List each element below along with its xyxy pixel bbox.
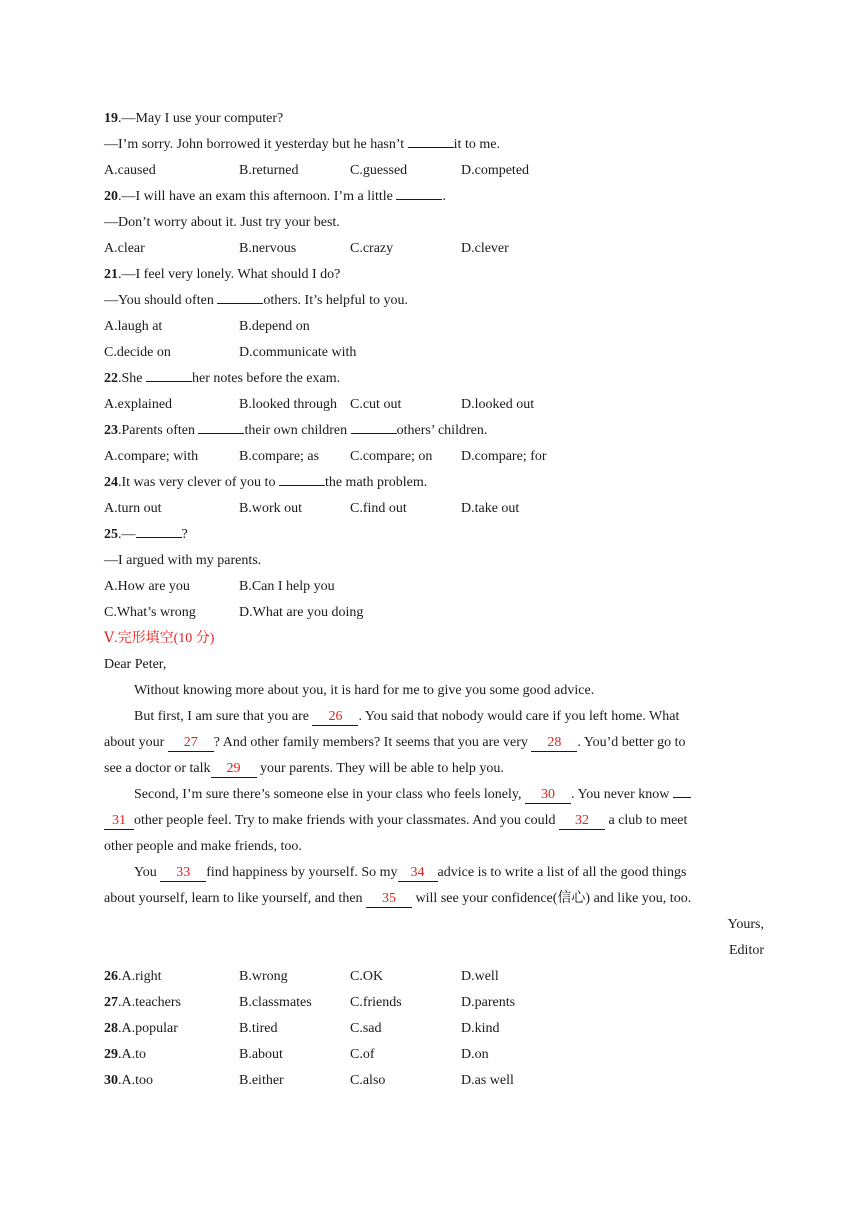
answer-line: —Don’t worry about it. Just try your best. bbox=[104, 215, 340, 230]
option-d: D.well bbox=[461, 969, 499, 984]
option-text: .A.right bbox=[118, 969, 162, 984]
question-text: others’ children. bbox=[396, 423, 488, 438]
cloze-blank-35: 35 bbox=[366, 891, 412, 908]
question-23 bbox=[104, 418, 764, 444]
options-29 bbox=[104, 1042, 764, 1068]
option-c: C.of bbox=[350, 1047, 375, 1062]
option-c: C.decide on bbox=[104, 345, 171, 360]
question-number: 21 bbox=[104, 267, 118, 282]
option-b: B.looked through bbox=[239, 397, 337, 412]
options-25-row1 bbox=[104, 574, 764, 600]
letter-text: advice is to write a list of all the good things bbox=[437, 865, 687, 880]
options-28 bbox=[104, 1016, 764, 1042]
option-a: A.How are you bbox=[104, 579, 190, 594]
section-heading: Ⅴ.完形填空(10 分) bbox=[104, 631, 215, 646]
question-number: 30 bbox=[104, 1073, 118, 1088]
blank-line bbox=[408, 133, 454, 148]
question-text: ? bbox=[181, 527, 188, 542]
answer-text: others. It’s helpful to you. bbox=[263, 293, 408, 308]
question-text: . bbox=[442, 189, 446, 204]
cloze-blank-33: 33 bbox=[160, 865, 206, 882]
answer-text: —I’m sorry. John borrowed it yesterday but he hasn’t bbox=[104, 137, 408, 152]
option-a bbox=[104, 1042, 146, 1068]
answer-line bbox=[104, 288, 764, 314]
option-a: A.turn out bbox=[104, 501, 162, 516]
exam-page bbox=[104, 106, 764, 1094]
option-b: B.compare; as bbox=[239, 449, 320, 464]
options-30 bbox=[104, 1068, 764, 1094]
blank-line bbox=[279, 471, 325, 486]
option-c: C.guessed bbox=[350, 163, 408, 178]
option-a bbox=[104, 990, 181, 1016]
letter-text: . You said that nobody would care if you left home. What bbox=[358, 709, 680, 724]
option-text: .A.teachers bbox=[118, 995, 181, 1010]
letter-text: ? And other family members? It seems that you are very bbox=[213, 735, 532, 750]
letter-paragraph-2-line-3 bbox=[104, 756, 764, 782]
options-23 bbox=[104, 444, 764, 470]
cloze-blank-26: 26 bbox=[312, 709, 358, 726]
question-number: 26 bbox=[104, 969, 118, 984]
question-text: her notes before the exam. bbox=[192, 371, 341, 386]
option-d: D.kind bbox=[461, 1021, 500, 1036]
question-number: 20 bbox=[104, 189, 118, 204]
option-d: D.as well bbox=[461, 1073, 514, 1088]
blank-line bbox=[217, 289, 263, 304]
question-text: .It was very clever of you to bbox=[118, 475, 279, 490]
letter-greeting: Dear Peter, bbox=[104, 657, 167, 672]
answer-text: it to me. bbox=[453, 137, 500, 152]
option-c: C.compare; on bbox=[350, 449, 433, 464]
question-21 bbox=[104, 262, 764, 288]
option-b: B.tired bbox=[239, 1021, 278, 1036]
options-19 bbox=[104, 158, 764, 184]
letter-text: . You never know bbox=[571, 787, 673, 802]
option-d: D.clever bbox=[461, 241, 509, 256]
question-number: 29 bbox=[104, 1047, 118, 1062]
question-text: .—May I use your computer? bbox=[118, 111, 284, 126]
letter-text: Second, I’m sure there’s someone else in your class who feels lonely, bbox=[134, 787, 525, 802]
cloze-blank-31: 31 bbox=[104, 813, 134, 830]
blank-line bbox=[198, 419, 244, 434]
option-d: D.competed bbox=[461, 163, 530, 178]
answer-text: —You should often bbox=[104, 293, 218, 308]
option-b: B.depend on bbox=[239, 319, 310, 334]
option-c: C.crazy bbox=[350, 241, 394, 256]
option-c: C.OK bbox=[350, 969, 384, 984]
option-d: D.on bbox=[461, 1047, 489, 1062]
option-b: B.either bbox=[239, 1073, 284, 1088]
question-number: 27 bbox=[104, 995, 118, 1010]
question-number: 19 bbox=[104, 111, 118, 126]
question-number: 22 bbox=[104, 371, 118, 386]
option-text: .A.too bbox=[118, 1073, 153, 1088]
question-text: .— bbox=[118, 527, 136, 542]
letter-text: find happiness by yourself. So my bbox=[206, 865, 398, 880]
option-text: .A.popular bbox=[118, 1021, 178, 1036]
option-b: B.Can I help you bbox=[239, 579, 335, 594]
option-b: B.returned bbox=[239, 163, 299, 178]
blank-line bbox=[673, 783, 691, 798]
question-20 bbox=[104, 184, 764, 210]
option-d: D.take out bbox=[461, 501, 520, 516]
blank-line bbox=[351, 419, 397, 434]
options-24 bbox=[104, 496, 764, 522]
letter-paragraph-4-line-2 bbox=[104, 886, 764, 912]
option-a: A.laugh at bbox=[104, 319, 163, 334]
cloze-blank-29: 29 bbox=[211, 761, 257, 778]
option-d: D.looked out bbox=[461, 397, 535, 412]
cloze-blank-27: 27 bbox=[168, 735, 214, 752]
option-c: C.cut out bbox=[350, 397, 402, 412]
question-24 bbox=[104, 470, 764, 496]
letter-paragraph-1: Without knowing more about you, it is hard for me to give you some good advice. bbox=[134, 683, 595, 698]
option-text: .A.to bbox=[118, 1047, 146, 1062]
option-b: B.about bbox=[239, 1047, 283, 1062]
letter-text: You bbox=[134, 865, 161, 880]
option-d: D.compare; for bbox=[461, 449, 547, 464]
option-b: B.wrong bbox=[239, 969, 288, 984]
cloze-blank-32: 32 bbox=[559, 813, 605, 830]
options-26 bbox=[104, 964, 764, 990]
letter-paragraph-4-line-1 bbox=[104, 860, 764, 886]
question-number: 24 bbox=[104, 475, 118, 490]
letter-text: will see your confidence(信心) and like you, too. bbox=[412, 891, 692, 906]
options-25-row2 bbox=[104, 600, 764, 626]
letter-text: other people feel. Try to make friends with your classmates. And you could bbox=[134, 813, 559, 828]
question-19 bbox=[104, 106, 764, 132]
question-text: .—I feel very lonely. What should I do? bbox=[118, 267, 341, 282]
answer-line: —I argued with my parents. bbox=[104, 553, 262, 568]
option-a bbox=[104, 1016, 178, 1042]
letter-text: your parents. They will be able to help you. bbox=[256, 761, 504, 776]
letter-text: . You’d better go to bbox=[577, 735, 686, 750]
letter-signature: Editor bbox=[729, 943, 764, 958]
letter-paragraph-3-line-1 bbox=[104, 782, 764, 808]
letter-paragraph-3-line-3: other people and make friends, too. bbox=[104, 839, 302, 854]
question-number: 28 bbox=[104, 1021, 118, 1036]
option-b: B.classmates bbox=[239, 995, 312, 1010]
option-c: C.friends bbox=[350, 995, 402, 1010]
option-a: A.compare; with bbox=[104, 449, 199, 464]
question-number: 25 bbox=[104, 527, 118, 542]
question-22 bbox=[104, 366, 764, 392]
letter-paragraph-3-line-2 bbox=[104, 808, 764, 834]
question-text: .—I will have an exam this afternoon. I’m a little bbox=[118, 189, 397, 204]
option-c: C.What’s wrong bbox=[104, 605, 196, 620]
letter-paragraph-2-line-2 bbox=[104, 730, 764, 756]
blank-line bbox=[136, 523, 182, 538]
letter-text: about yourself, learn to like yourself, and then bbox=[104, 891, 367, 906]
question-text: .She bbox=[118, 371, 146, 386]
cloze-blank-28: 28 bbox=[531, 735, 577, 752]
option-c: C.also bbox=[350, 1073, 386, 1088]
question-text: their own children bbox=[244, 423, 351, 438]
cloze-blank-30: 30 bbox=[525, 787, 571, 804]
option-d: D.What are you doing bbox=[239, 605, 364, 620]
options-22 bbox=[104, 392, 764, 418]
options-27 bbox=[104, 990, 764, 1016]
options-21-row1 bbox=[104, 314, 764, 340]
letter-paragraph-2-line-1 bbox=[104, 704, 764, 730]
answer-line bbox=[104, 132, 764, 158]
option-b: B.work out bbox=[239, 501, 302, 516]
blank-line bbox=[396, 185, 442, 200]
letter-text: But first, I am sure that you are bbox=[134, 709, 313, 724]
letter-text: a club to meet bbox=[604, 813, 688, 828]
option-a bbox=[104, 964, 162, 990]
option-a: A.explained bbox=[104, 397, 173, 412]
cloze-blank-34: 34 bbox=[398, 865, 438, 882]
letter-closing: Yours, bbox=[727, 917, 764, 932]
question-number: 23 bbox=[104, 423, 118, 438]
question-25 bbox=[104, 522, 764, 548]
question-text: the math problem. bbox=[324, 475, 428, 490]
option-a: A.clear bbox=[104, 241, 145, 256]
option-a bbox=[104, 1068, 153, 1094]
letter-text: see a doctor or talk bbox=[104, 761, 211, 776]
options-20 bbox=[104, 236, 764, 262]
letter-text: about your bbox=[104, 735, 168, 750]
option-d: D.parents bbox=[461, 995, 516, 1010]
question-text: .Parents often bbox=[118, 423, 199, 438]
option-a: A.caused bbox=[104, 163, 156, 178]
option-c: C.find out bbox=[350, 501, 407, 516]
option-c: C.sad bbox=[350, 1021, 382, 1036]
options-21-row2 bbox=[104, 340, 764, 366]
option-d: D.communicate with bbox=[239, 345, 357, 360]
option-b: B.nervous bbox=[239, 241, 297, 256]
blank-line bbox=[146, 367, 192, 382]
